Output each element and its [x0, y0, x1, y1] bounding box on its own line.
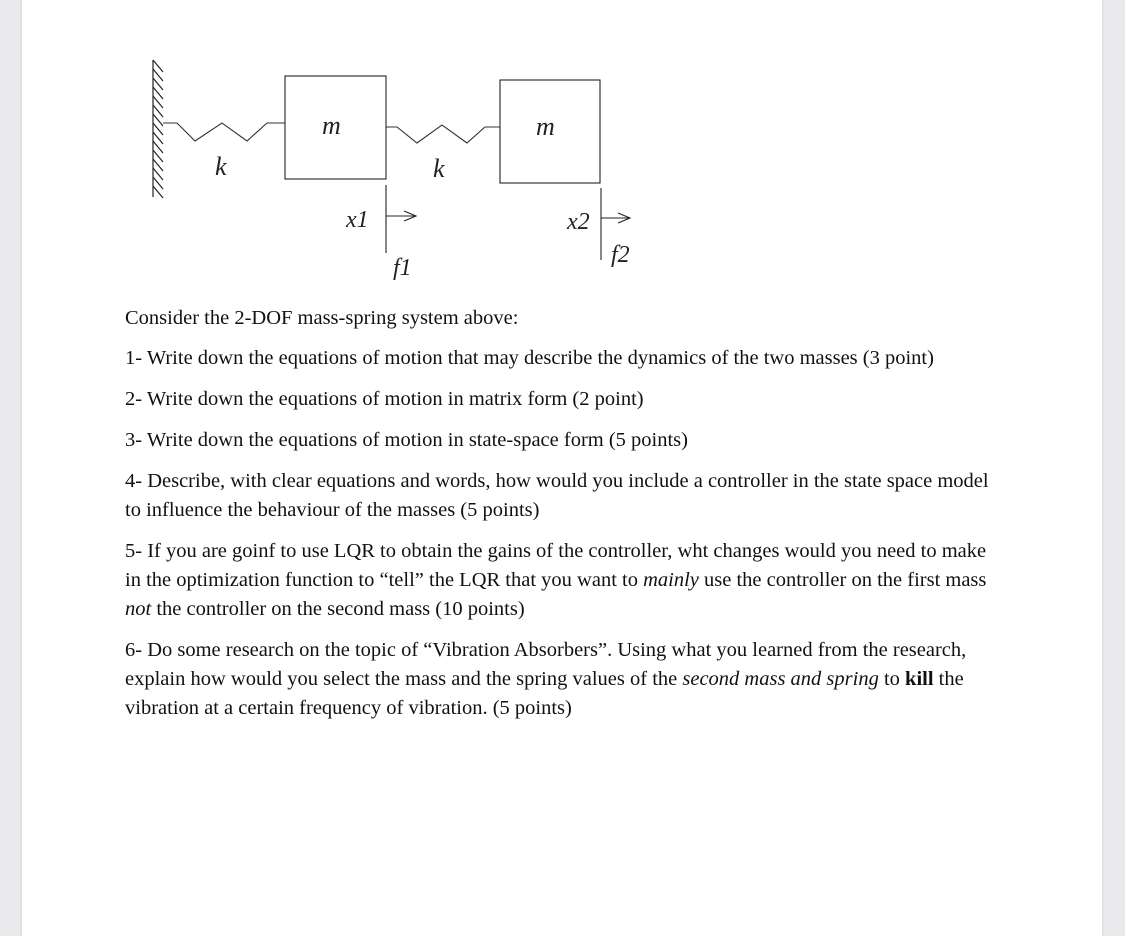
question-4: 4- Describe, with clear equations and words, how would you include a controller in the state space model to influence the behaviour of the masses (5 points) [125, 470, 989, 521]
question-1: 1- Write down the equations of motion that may describe the dynamics of the two masses (3 point) [125, 347, 934, 369]
mass-1-label: m [322, 111, 341, 140]
question-text [125, 304, 1005, 735]
q6-text-2: to [878, 668, 906, 690]
f1-label: f1 [393, 255, 412, 281]
spring-1 [163, 123, 285, 141]
question-5 [125, 537, 1005, 624]
q5-text-3: the controller on the second mass (10 points) [151, 598, 525, 620]
mass-spring-diagram [127, 55, 647, 285]
x1-label: x1 [346, 207, 369, 233]
question-6 [125, 636, 1005, 723]
spring-2 [386, 125, 500, 143]
x2-label: x2 [567, 209, 590, 235]
q5-text-2: use the controller on the first mass [698, 569, 987, 591]
document-page [22, 0, 1102, 936]
q6-text-3: the vibration at a certain frequency of vibration. (5 points) [125, 668, 964, 719]
question-3: 3- Write down the equations of motion in state-space form (5 points) [125, 429, 688, 451]
q5-text-1: 5- If you are goinf to use LQR to obtain the gains of the controller, wht changes would you need to make in the optimization function to “tell” the LQR that you want to [125, 540, 987, 591]
fixed-wall [153, 60, 163, 198]
spring-2-label: k [433, 154, 445, 183]
q5-emphasis-mainly: mainly [643, 569, 699, 591]
diagram-svg [127, 55, 647, 285]
f2-label: f2 [611, 242, 630, 268]
q6-emphasis: second mass and spring [682, 668, 879, 690]
q6-text-1: 6- Do some research on the topic of “Vibration Absorbers”. Using what you learned from the research, explain how would you select the mass and the spring values of the [125, 639, 967, 690]
mass-2-label: m [536, 112, 555, 141]
spring-1-label: k [215, 152, 227, 181]
intro-paragraph: Consider the 2-DOF mass-spring system above: [125, 307, 519, 329]
q5-emphasis-not: not [125, 598, 152, 620]
q6-bold-kill: kill [905, 668, 934, 690]
x1-arrow [386, 185, 416, 253]
question-2: 2- Write down the equations of motion in matrix form (2 point) [125, 388, 644, 410]
